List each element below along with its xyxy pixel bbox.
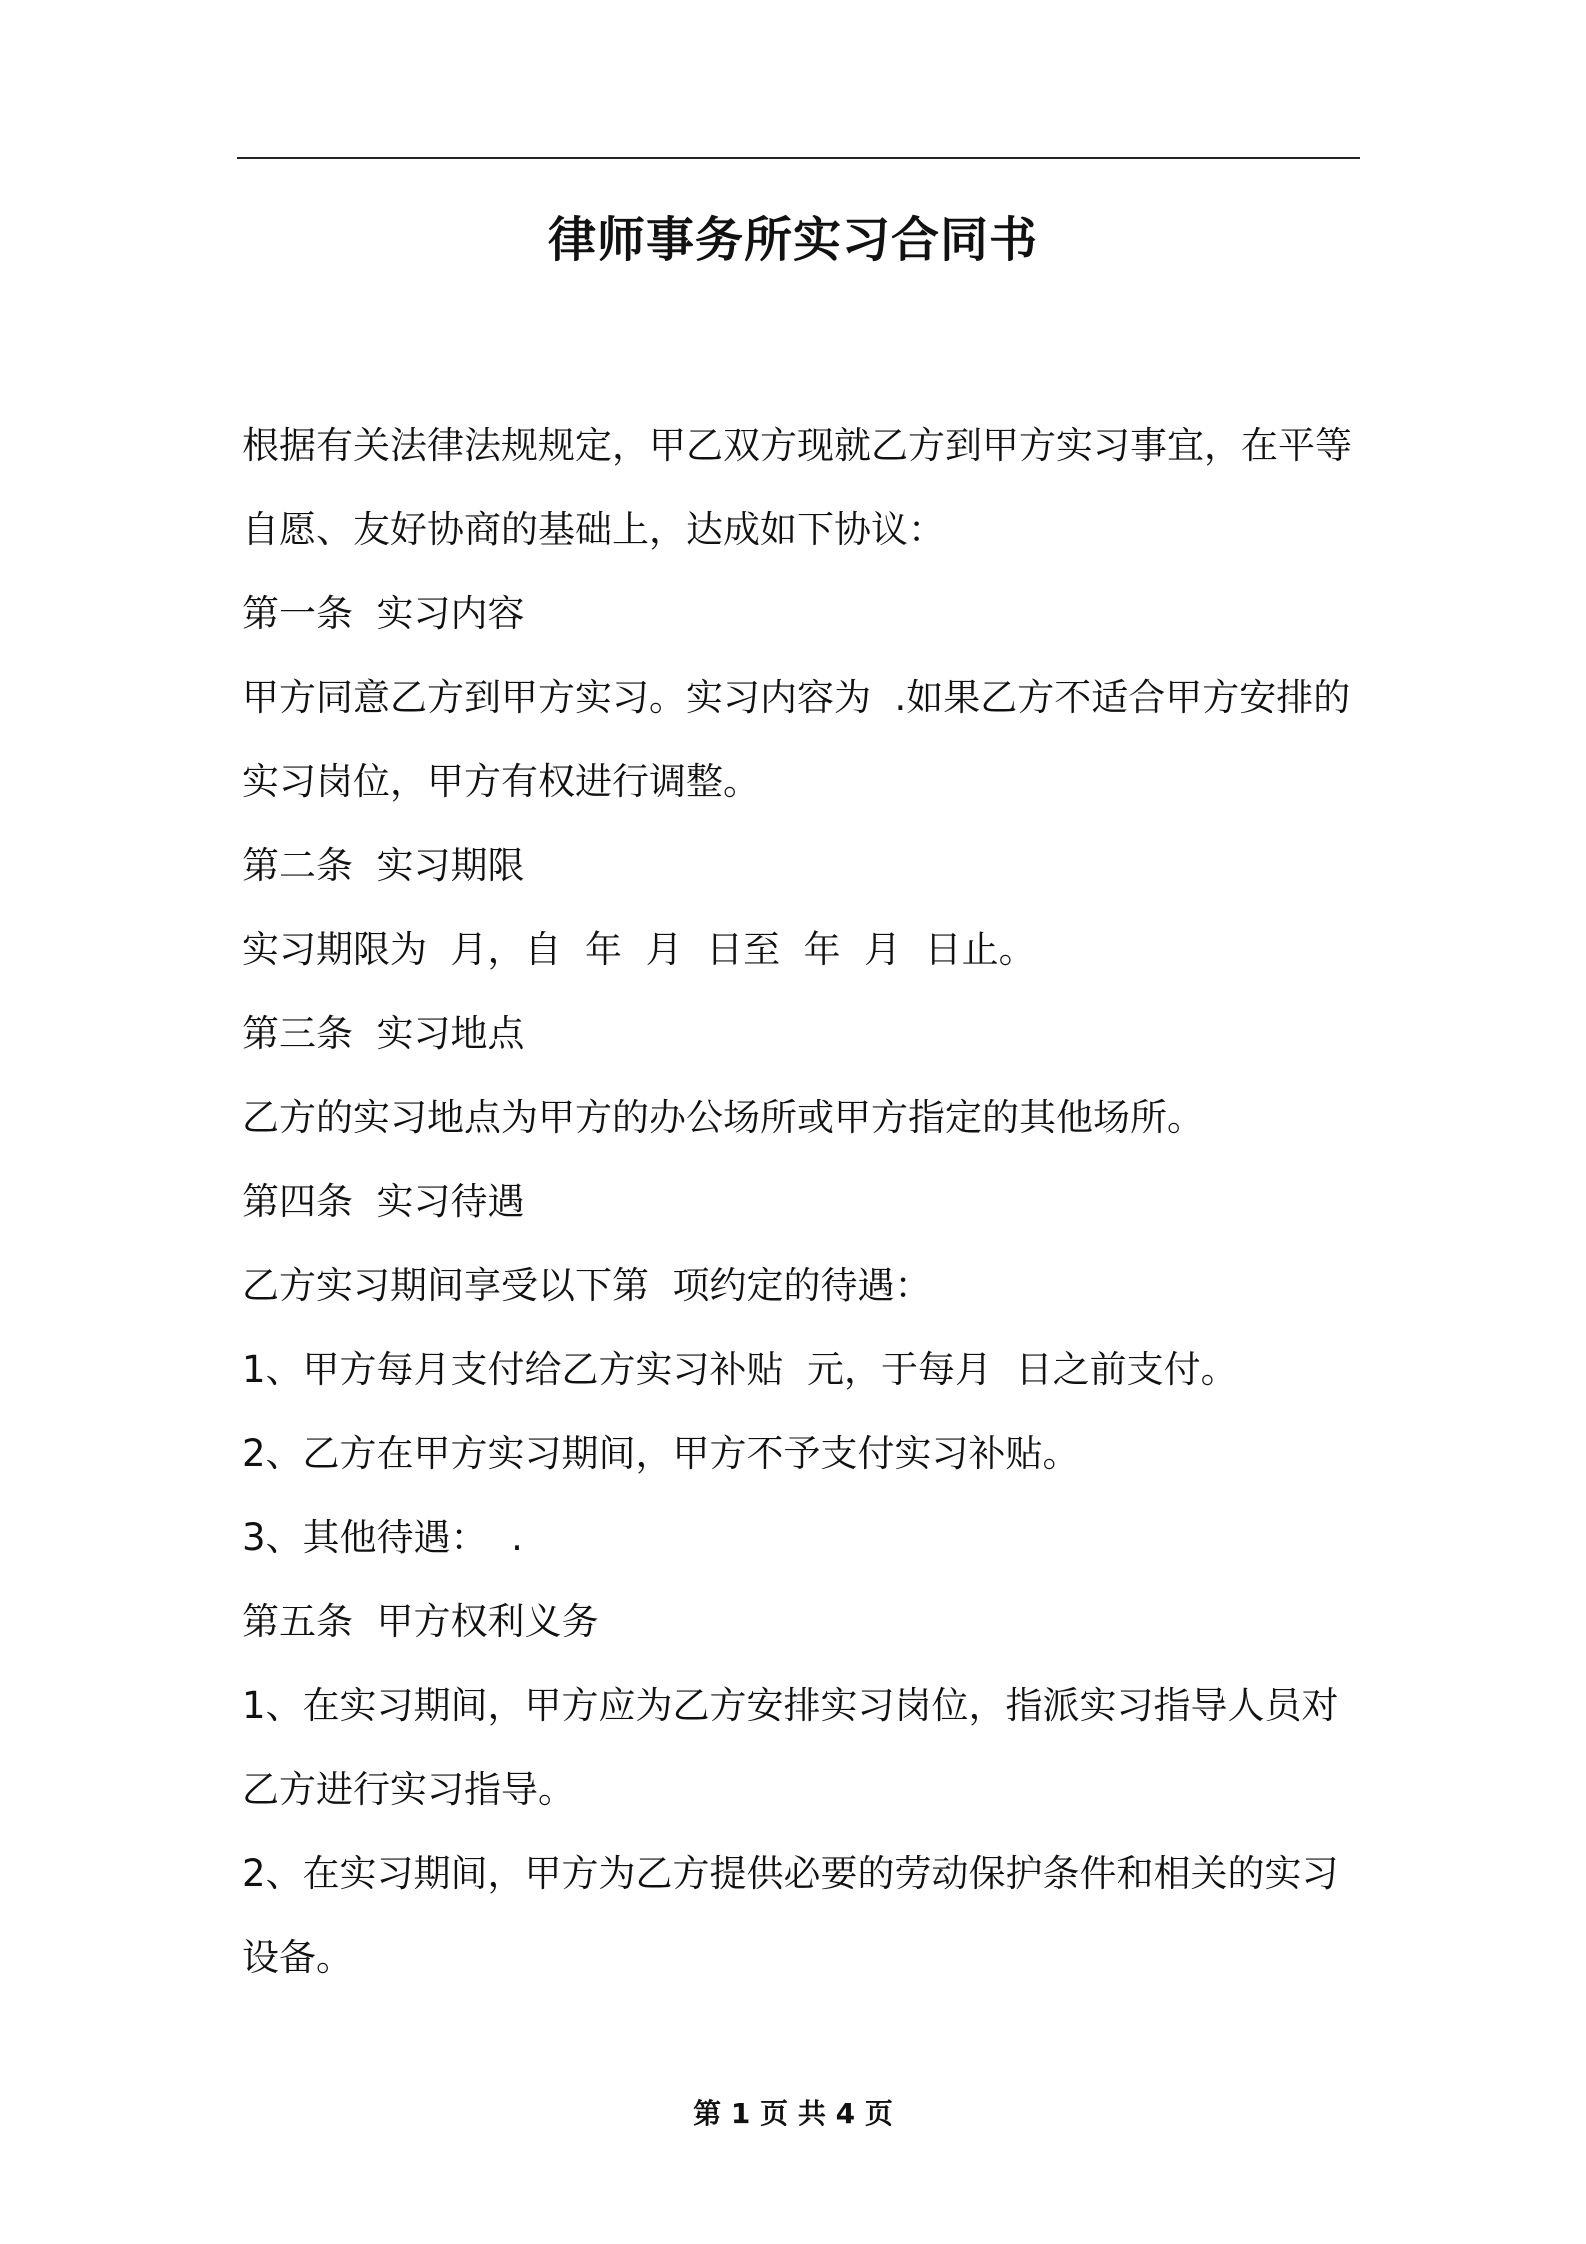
article-1-line-1: 甲方同意乙方到甲方实习。实习内容为 .如果乙方不适合甲方安排的	[242, 676, 1351, 719]
article-5-item-2-line-1: 2、在实习期间，甲方为乙方提供必要的劳动保护条件和相关的实习	[242, 1852, 1339, 1895]
article-1-line-2: 实习岗位，甲方有权进行调整。	[242, 760, 760, 803]
article-3-heading: 第三条 实习地点	[242, 1012, 525, 1055]
article-5-heading: 第五条 甲方权利义务	[242, 1600, 599, 1643]
document-body	[242, 404, 1362, 2000]
article-4-item-1: 1、甲方每月支付给乙方实习补贴 元，于每月 日之前支付。	[242, 1348, 1238, 1391]
article-2-heading: 第二条 实习期限	[242, 844, 525, 887]
article-5-item-1-line-2: 乙方进行实习指导。	[242, 1768, 575, 1811]
article-4-heading: 第四条 实习待遇	[242, 1180, 525, 1223]
article-2-line-1: 实习期限为 月，自 年 月 日至 年 月 日止。	[242, 928, 1036, 971]
article-4-line-1: 乙方实习期间享受以下第 项约定的待遇：	[242, 1264, 932, 1307]
intro-line-2: 自愿、友好协商的基础上，达成如下协议：	[242, 508, 945, 551]
header-rule	[237, 157, 1360, 159]
article-1-heading: 第一条 实习内容	[242, 592, 525, 635]
intro-line-1: 根据有关法律法规规定，甲乙双方现就乙方到甲方实习事宜，在平等	[242, 424, 1352, 467]
article-5-item-2-line-2: 设备。	[242, 1936, 353, 1979]
page-footer: 第 1 页 共 4 页	[693, 2097, 893, 2130]
article-4-item-3: 3、其他待遇： .	[242, 1516, 523, 1559]
article-4-item-2: 2、乙方在甲方实习期间，甲方不予支付实习补贴。	[242, 1432, 1080, 1475]
article-3-line-1: 乙方的实习地点为甲方的办公场所或甲方指定的其他场所。	[242, 1096, 1204, 1139]
document-title: 律师事务所实习合同书	[547, 212, 1038, 268]
article-5-item-1-line-1: 1、在实习期间，甲方应为乙方安排实习岗位，指派实习指导人员对	[242, 1684, 1339, 1727]
